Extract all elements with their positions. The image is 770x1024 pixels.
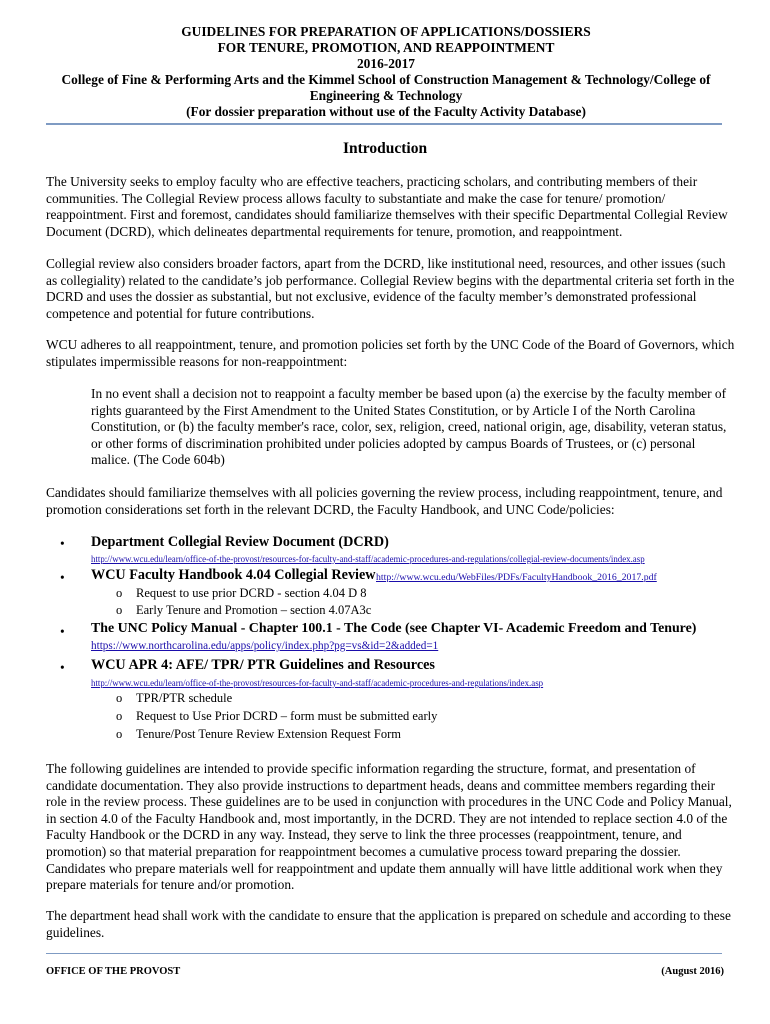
sub-item [116,691,232,706]
sub-item-label: TPR/PTR schedule [136,691,233,705]
intro-paragraph-3: WCU adheres to all reappointment, tenure, and promotion policies set forth by the UNC Code of the Board of Governors, which stipulates impermissible reasons for non-reappointment: [46,337,735,369]
sub-item-label: Early Tenure and Promotion – section 4.07A3c [136,603,372,617]
bullet-unc-policy-title: The UNC Policy Manual - Chapter 100.1 - The Code (see Chapter VI- Academic Freedom and Tenure) [91,621,697,636]
header-title-line-1: GUIDELINES FOR PREPARATION OF APPLICATIONS/DOSSIERS [181,24,591,39]
header-year: 2016-2017 [356,56,416,71]
closing-paragraph: The department head shall work with the candidate to ensure that the application is prepared on schedule and according to these guidelines. [46,908,731,940]
sub-marker: o [116,709,123,723]
section-title: Introduction [342,140,428,157]
sub-marker: o [116,691,123,705]
bullet-marker: • [60,624,65,639]
intro-paragraph-4: Candidates should familiarize themselves with all policies governing the review process, including reappointment, tenure, and promotion considerations set forth in the relevant DCRD, the Faculty Handbook, and UNC Code/policies: [46,485,723,517]
sub-item-label: Request to use prior DCRD - section 4.04 D 8 [136,586,367,600]
header-colleges-line-1: College of Fine & Performing Arts and the Kimmel School of Construction Management & Technology/College of [61,72,711,87]
bullet-dcrd-title: Department Collegial Review Document (DCRD) [91,534,389,550]
header-divider [46,123,722,125]
guidelines-paragraph: The following guidelines are intended to provide specific information regarding the structure, format, and presentation of candidate documentation. They also provide instructions to department heads, deans and committee members regarding their role in the review process. These guidelines are to be used in conjunction with procedures in the UNC Code and Policy Manual, in section 4.0 of the Faculty Handbook and, most importantly, in the DCRD. They are not intended to replace section 4.0 of the Faculty Handbook or the DCRD in any way. Instead, they serve to link the three processes (reappointment, tenure, and promotion) so that material preparation for reappointment becomes a cumulative process toward preparing the dossier. Candidates who prepare materials well for reappointment and update them annually will have little additional work when they prepare materials for tenure and/or promotion. [46,761,732,893]
sub-item-label: Tenure/Post Tenure Review Extension Request Form [136,727,401,741]
intro-paragraph-2: Collegial review also considers broader factors, apart from the DCRD, like institutional need, resources, and other issues (such as collegiality) related to the candidate’s job performance. Collegial Review begins with the departmental criteria set forth in the DCRD and uses the dossier as substantial, but not exclusive, evidence of the faculty member’s demonstrated professional competence and potential for future contributions. [46,256,735,321]
sub-marker: o [116,586,123,600]
bullet-apr-title: WCU APR 4: AFE/ TPR/ PTR Guidelines and Resources [91,657,435,673]
sub-item [116,709,437,724]
code-quote: In no event shall a decision not to reappoint a faculty member be based upon (a) the exercise by the faculty member of rights guaranteed by the First Amendment to the United States Constitution, or by Article I of the North Carolina Constitution, or (b) the faculty member's race, color, sex, religion, creed, national origin, age, disability, veteran status, or other forms of discrimination prohibited under policies adopted by campus Boards of Trustees, or (c) personal malice. (The Code 604b) [91,386,727,468]
unc-policy-link[interactable]: https://www.northcarolina.edu/apps/policy/index.php?pg=vs&id=2&added=1 [91,640,439,652]
intro-paragraph-1: The University seeks to employ faculty who are effective teachers, practicing scholars, and contributing members of their communities. The Collegial Review process allows faculty to substantiate and make the case for tenure/ promotion/ reappointment. First and foremost, candidates should familiarize themselves with their specific Departmental Collegial Review Document (DCRD), which delineates departmental requirements for tenure, promotion, and reappointment. [46,174,728,239]
sub-item [116,603,371,618]
sub-item [116,727,401,742]
sub-marker: o [116,727,123,741]
dcrd-link[interactable]: http://www.wcu.edu/learn/office-of-the-provost/resources-for-faculty-and-staff/academic-procedures-and-regulations/collegial-review-documents/index.asp [91,554,645,564]
header-title-line-2: FOR TENURE, PROMOTION, AND REAPPOINTMENT [217,40,555,55]
document-header [30,24,742,120]
header-note: (For dossier preparation without use of the Faculty Activity Database) [186,104,586,119]
bullet-marker: • [60,536,65,551]
footer-office: OFFICE OF THE PROVOST [46,966,181,977]
footer-divider [46,953,722,954]
bullet-handbook-title: WCU Faculty Handbook 4.04 Collegial Review [91,567,376,583]
footer-date: (August 2016) [661,966,724,977]
header-colleges-line-2: Engineering & Technology [309,88,463,103]
sub-item [116,586,367,601]
sub-marker: o [116,603,123,617]
faculty-handbook-link[interactable]: http://www.wcu.edu/WebFiles/PDFs/FacultyHandbook_2016_2017.pdf [376,572,657,583]
apr-link[interactable]: http://www.wcu.edu/learn/office-of-the-provost/resources-for-faculty-and-staff/academic-procedures-and-regulations/index.asp [91,678,544,688]
sub-item-label: Request to Use Prior DCRD – form must be submitted early [136,709,438,723]
bullet-marker: • [60,570,65,585]
bullet-marker: • [60,660,65,675]
